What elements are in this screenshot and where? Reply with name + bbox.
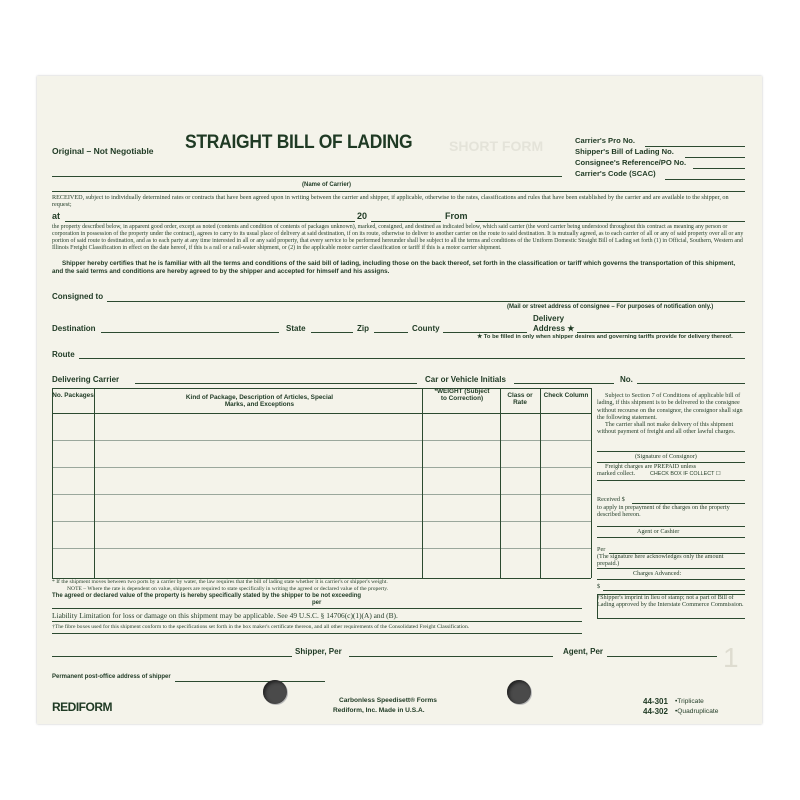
car-vehicle-initials-label: Car or Vehicle Initials [425,375,506,384]
shipper-bol-no-label: Shipper's Bill of Lading No. [575,147,674,156]
received-text: RECEIVED, subject to individually determined rates or contracts that have been agreed upon in writing between the carrier and shipper, if applicable, otherwise to the rates, classifications and rules that have been established by the carrier and are available to the shipper, on request; [52,194,729,209]
code-triplicate-label: •Triplicate [675,698,704,705]
permanent-address-label: Permanent post-office address of shipper [52,674,171,680]
col-class-rate: Class or Rate [507,392,533,406]
col-check: Check Column [543,392,589,399]
company-line: Rediform, Inc. Made in U.S.A. [333,707,425,714]
destination-label: Destination [52,324,96,333]
per-label-declared: per [312,600,322,606]
shipper-imprint-text: †Shipper's imprint in lieu of stamp; not a part of Bill of Lading approved by the Interstate Commerce Commission. [597,594,744,609]
prepaid-text: Freight charges are PREPAID unless marked collect. [597,463,697,478]
declared-value-text: The agreed or declared value of the property is hereby specifically stated by the shipper to be not exceeding [52,593,362,599]
consignee-ref-label: Consignee's Reference/PO No. [575,158,687,167]
check-box-collect: CHECK BOX IF COLLECT ☐ [650,471,721,477]
county-label: County [412,324,440,333]
punch-hole-left [263,680,287,704]
form-title: STRAIGHT BILL OF LADING [185,132,413,153]
col-weight: *WEIGHT (Subject to Correction) [434,388,490,402]
delivering-carrier-label: Delivering Carrier [52,375,120,384]
state-label: State [286,324,306,333]
section7b-text: The carrier shall not make delivery of this shipment without payment of freight and all other lawful charges. [597,421,736,436]
section7-text: Subject to Section 7 of Conditions of applicable bill of lading, if this shipment is to be delivered to the consignee without recourse on the consignor, the consignor shall sign the following statement. [597,392,743,422]
water-shipment-note: * If the shipment moves between two ports by a carrier by water, the law requires that the bill of lading state whether it is carrier's or shipper's weight. [52,579,388,585]
product-line: Carbonless Speedisett® Forms [339,697,437,704]
agent-per-label: Agent, Per [563,647,604,656]
at-label: at [52,211,61,221]
original-not-negotiable: Original – Not Negotiable [52,146,154,156]
bill-of-lading-form [37,76,762,724]
per-label-right: Per [597,546,606,553]
col-no-packages: No. Packages [52,392,94,399]
delivery-address-label: Address ★ [533,324,575,333]
apply-prepayment-text: to apply in prepayment of the charges on the property described hereon. [597,504,730,519]
code-triplicate: 44-301 [643,697,668,706]
code-quadruplicate: 44-302 [643,707,668,716]
charges-advanced-label: Charges Advanced: [633,570,682,577]
shipper-per-label: Shipper, Per [295,647,342,656]
acknowledges-text: (The signature here acknowledges only the amount prepaid.) [597,553,724,568]
mail-address-note: (Mail or street address of consignee – For purposes of notification only.) [507,304,714,310]
delivery-label: Delivery [533,314,565,323]
copy-number: 1 [723,642,739,673]
name-of-carrier-caption: (Name of Carrier) [302,182,352,188]
agent-cashier-caption: Agent or Cashier [637,528,680,535]
delivery-note: ★ To be filled in only when shipper desires and governing tariffs provide for delivery thereof. [477,334,733,340]
short-form-watermark: SHORT FORM [449,138,544,154]
liability-limitation: Liability Limitation for loss or damage on this shipment may be applicable. See 49 U.S.C. § 14706(c)(1)(A) and (B). [52,611,398,620]
punch-hole-right [507,680,531,704]
route-label: Route [52,350,75,359]
rediform-logo: REDIFORM [52,700,112,714]
value-note: NOTE – Where the rate is dependent on value, shippers are required to state specifically in writing the agreed or declared value of the property. [67,586,389,592]
carrier-code-label: Carrier's Code (SCAC) [575,169,656,178]
zip-label: Zip [357,324,369,333]
dollar-label: $ [597,583,601,590]
carrier-pro-no-label: Carrier's Pro No. [575,136,636,145]
shipper-certification: Shipper hereby certifies that he is familiar with all the terms and conditions of the said bill of lading, including those on the back thereof, set forth in the classification or tariff which governs the transportation of this shipment, and the said terms and conditions are hereby agreed to by the shipper and accepted for himself and his assigns. [52,260,736,275]
received-dollar-label: Received $ [597,496,625,503]
contract-body: the property described below, in apparent good order, except as noted (contents and condition of contents of packages unknown), marked, consigned, and destined as indicated below, which said carrier (the word carrier being understood throughout this contract as meaning any person or corporation in possession of the property under the contract), agrees to carry to its usual place of delivery at said destination, if on its route, otherwise to deliver to another carrier on the route to said destination. It is mutually agreed, as to each carrier of all or any of said property over all or any portion of said route to destination, and as to each party at any time interested in all or any said property, that every service to be performed hereunder shall be subject to all the terms and conditions of the Uniform Domestic Straight Bill of Lading set forth (1) in Official, Southern, Western and Illinois Freight Classification in effect on the date hereof, if this is a rail or a rail-water shipment, or (2) in the applicable motor carrier classification or tariff if this is a motor carrier shipment. [52,224,744,251]
signature-of-consignor: (Signature of Consignor) [635,453,697,460]
no-label: No. [620,375,633,384]
year-label: 20 [357,211,368,221]
col-kind-description: Kind of Package, Description of Articles, Special Marks, and Exceptions [185,394,334,408]
consigned-to-label: Consigned to [52,292,104,301]
code-quadruplicate-label: •Quadruplicate [675,708,719,715]
fibre-boxes-note: †The fibre boxes used for this shipment conform to the specifications set forth in the box maker's certificate thereon, and all other requirements of the Consolidated Freight Classification. [52,624,470,630]
from-label: From [445,211,468,221]
